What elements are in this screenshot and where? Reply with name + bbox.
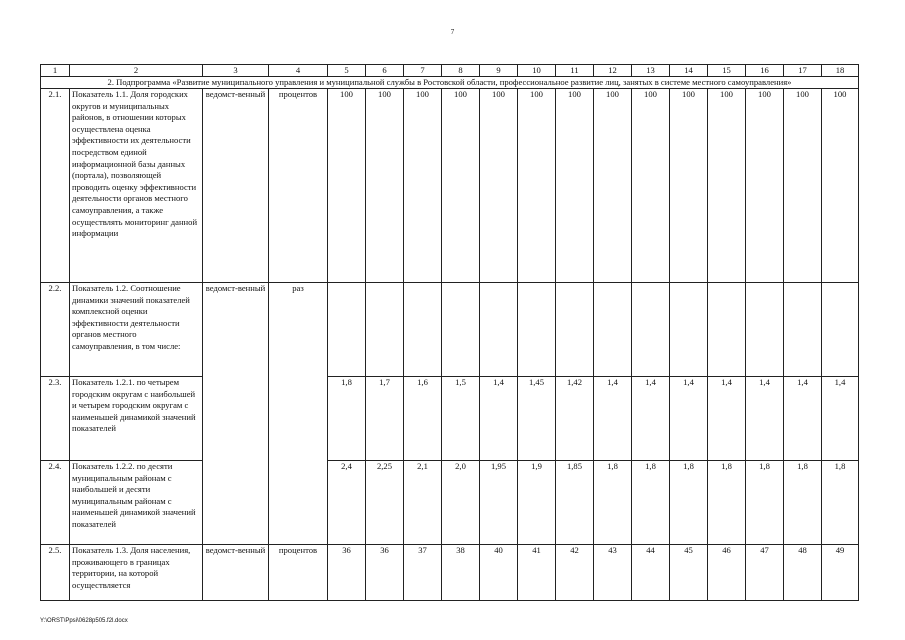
column-number-cell: 10 [518,65,556,77]
year-value: 1,4 [480,377,518,461]
table-row [41,461,859,545]
column-number-cell: 1 [41,65,70,77]
data-source: ведомст-венный [203,283,269,545]
year-value: 1,8 [708,461,746,545]
year-value: 1,4 [708,377,746,461]
indicators-table [40,64,859,601]
row-number: 2.5. [41,545,70,601]
year-value: 1,42 [556,377,594,461]
year-value: 100 [518,89,556,283]
year-value: 1,4 [822,377,859,461]
year-value: 100 [670,89,708,283]
column-number-cell: 3 [203,65,269,77]
year-value [518,283,556,377]
year-value: 100 [594,89,632,283]
year-value: 100 [556,89,594,283]
column-number-cell: 13 [632,65,670,77]
year-value: 1,4 [746,377,784,461]
year-value: 1,8 [784,461,822,545]
table-row [41,545,859,601]
column-number-cell: 7 [404,65,442,77]
column-number-cell: 14 [670,65,708,77]
column-number-cell: 9 [480,65,518,77]
column-number-cell: 12 [594,65,632,77]
column-number-row [41,65,859,77]
column-number-cell: 18 [822,65,859,77]
year-value: 100 [746,89,784,283]
table-row [41,89,859,283]
year-value: 1,95 [480,461,518,545]
subprogram-row [41,77,859,89]
file-path-footer: Y:\ORST\Ppsi\0628p505.f2l.docx [40,618,128,624]
year-value: 100 [480,89,518,283]
indicator-name: Показатель 1.1. Доля городских округов и муниципальных районов, в отношении которых осуществлена оценка эффективности их деятельности посредством единой информационной базы данных (портала), позволяющей проводить оценку эффективности деятельности органов местного самоуправления, а также осуществлять мониторинг данной информации [70,89,203,283]
data-source: ведомст-венный [203,545,269,601]
year-value: 1,8 [746,461,784,545]
indicator-name: Показатель 1.2. Соотношение динамики значений показателей комплексной оценки эффективности деятельности органов местного самоуправления, в том числе: [70,283,203,377]
year-value: 1,8 [328,377,366,461]
year-value: 1,8 [670,461,708,545]
data-source: ведомст-венный [203,89,269,283]
year-value [784,283,822,377]
column-number-cell: 17 [784,65,822,77]
year-value: 100 [784,89,822,283]
year-value: 47 [746,545,784,601]
year-value [366,283,404,377]
year-value: 1,4 [594,377,632,461]
year-value: 37 [404,545,442,601]
year-value: 1,8 [822,461,859,545]
year-value [670,283,708,377]
page-number: 7 [450,28,455,36]
year-value: 100 [442,89,480,283]
year-value: 49 [822,545,859,601]
year-value: 1,4 [632,377,670,461]
indicator-name: Показатель 1.2.1. по четырем городским округам с наибольшей и четырем городским округам с наименьшей динамикой значений показателей [70,377,203,461]
year-value [556,283,594,377]
year-value: 36 [366,545,404,601]
table-row [41,283,859,377]
column-number-cell: 11 [556,65,594,77]
year-value: 1,8 [632,461,670,545]
column-number-cell: 5 [328,65,366,77]
year-value [442,283,480,377]
year-value: 1,4 [670,377,708,461]
column-number-cell: 2 [70,65,203,77]
year-value: 100 [708,89,746,283]
year-value: 41 [518,545,556,601]
year-value: 100 [404,89,442,283]
year-value: 1,6 [404,377,442,461]
year-value: 36 [328,545,366,601]
year-value [594,283,632,377]
year-value [480,283,518,377]
column-number-cell: 6 [366,65,404,77]
year-value: 43 [594,545,632,601]
year-value: 1,85 [556,461,594,545]
year-value [404,283,442,377]
year-value [822,283,859,377]
column-number-cell: 8 [442,65,480,77]
row-number: 2.2. [41,283,70,377]
year-value: 100 [632,89,670,283]
year-value: 100 [822,89,859,283]
year-value: 1,45 [518,377,556,461]
unit-of-measure: процентов [269,89,328,283]
indicator-name: Показатель 1.2.2. по десяти муниципальным районам с наибольшей и десяти муниципальным районам с наименьшей динамикой значений показателей [70,461,203,545]
year-value: 45 [670,545,708,601]
year-value: 1,7 [366,377,404,461]
year-value [632,283,670,377]
row-number: 2.1. [41,89,70,283]
year-value: 48 [784,545,822,601]
year-value: 42 [556,545,594,601]
year-value: 40 [480,545,518,601]
year-value: 2,0 [442,461,480,545]
year-value: 38 [442,545,480,601]
year-value: 2,1 [404,461,442,545]
column-number-cell: 16 [746,65,784,77]
year-value [708,283,746,377]
row-number: 2.4. [41,461,70,545]
year-value: 2,4 [328,461,366,545]
year-value: 1,8 [594,461,632,545]
column-number-cell: 4 [269,65,328,77]
year-value: 100 [328,89,366,283]
year-value: 44 [632,545,670,601]
column-number-cell: 15 [708,65,746,77]
unit-of-measure: процентов [269,545,328,601]
year-value [746,283,784,377]
year-value [328,283,366,377]
table-row [41,377,859,461]
indicator-name: Показатель 1.3. Доля населения, проживающего в границах территории, на которой осуществляется [70,545,203,601]
year-value: 1,4 [784,377,822,461]
year-value: 2,25 [366,461,404,545]
row-number: 2.3. [41,377,70,461]
subprogram-title: 2. Подпрограмма «Развитие муниципального управления и муниципальной службы в Ростовской области, профессиональное развитие лиц, занятых в системе местного самоуправления» [41,77,859,89]
unit-of-measure: раз [269,283,328,545]
year-value: 100 [366,89,404,283]
year-value: 46 [708,545,746,601]
year-value: 1,5 [442,377,480,461]
year-value: 1,9 [518,461,556,545]
